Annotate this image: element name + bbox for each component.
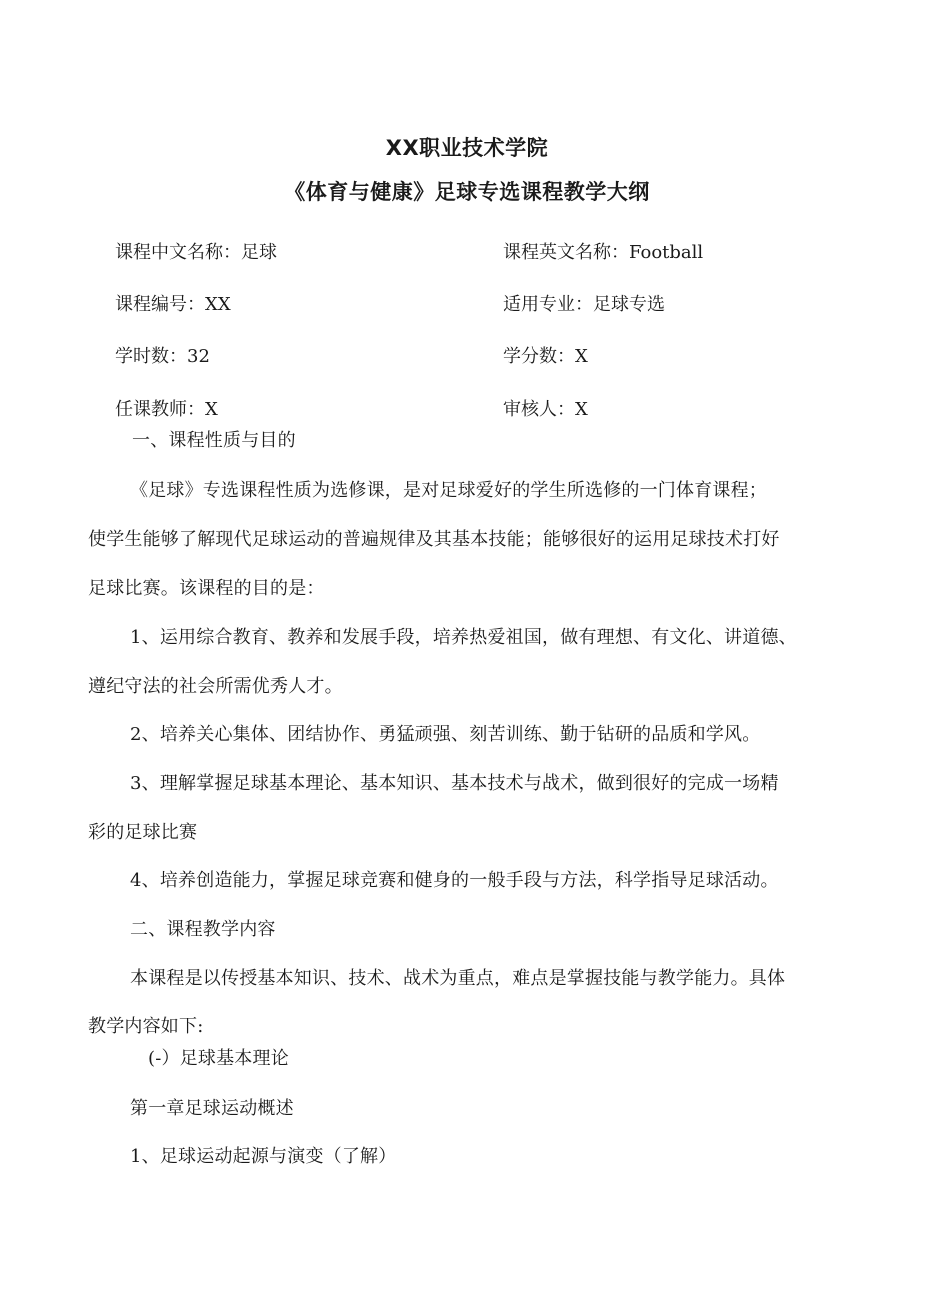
meta-code: 课程编号：XX	[115, 294, 231, 315]
section1-heading: 一、课程性质与目的	[132, 430, 296, 451]
meta-clipped-row	[0, 395, 920, 420]
chapter1-title: 第一章足球运动概述	[130, 1098, 294, 1119]
section1-item3-line2: 彩的足球比赛	[88, 822, 198, 843]
section1-p1-line2: 使学生能够了解现代足球运动的普遍规律及其基本技能；能够很好的运用足球技术打好	[88, 529, 780, 550]
chapter1-item1: 1、足球运动起源与演变（了解）	[130, 1146, 397, 1167]
section1-item2: 2、培养关心集体、团结协作、勇猛顽强、刻苦训练、勤于钻研的品质和学风。	[130, 724, 761, 745]
meta-en-name: 课程英文名称：Football	[503, 242, 704, 263]
section2-p1-line1: 本课程是以传授基本知识、技术、战术为重点，难点是掌握技能与教学能力。具体	[130, 968, 786, 989]
section2-heading: 二、课程教学内容	[130, 919, 276, 940]
meta-teacher: 任课教师：X	[115, 399, 218, 420]
section1-p1-line1: 《足球》专选课程性质为选修课，是对足球爱好的学生所选修的一门体育课程；	[130, 480, 767, 501]
section2-sub1: (-）足球基本理论	[148, 1048, 289, 1069]
meta-cn-name: 课程中文名称：足球	[115, 242, 277, 263]
course-title: 《体育与健康》足球专选课程教学大纲	[284, 180, 650, 204]
institution-title: XX职业技术学院	[385, 136, 549, 160]
section1-p1-line3: 足球比赛。该课程的目的是：	[88, 578, 325, 599]
meta-reviewer: 审核人：X	[503, 399, 588, 420]
meta-credits: 学分数：X	[503, 346, 588, 367]
section1-item1-line2: 遵纪守法的社会所需优秀人才。	[88, 676, 343, 697]
section2-p1-line2: 教学内容如下:	[88, 1016, 204, 1037]
section1-item4: 4、培养创造能力，掌握足球竞赛和健身的一般手段与方法，科学指导足球活动。	[130, 870, 779, 891]
section1-item1-line1: 1、运用综合教育、教养和发展手段，培养热爱祖国，做有理想、有文化、讲道德、	[130, 627, 797, 648]
meta-major: 适用专业：足球专选	[503, 294, 665, 315]
meta-hours: 学时数：32	[115, 346, 210, 367]
section1-item3-line1: 3、理解掌握足球基本理论、基本知识、基本技术与战术，做到很好的完成一场精	[130, 773, 779, 794]
